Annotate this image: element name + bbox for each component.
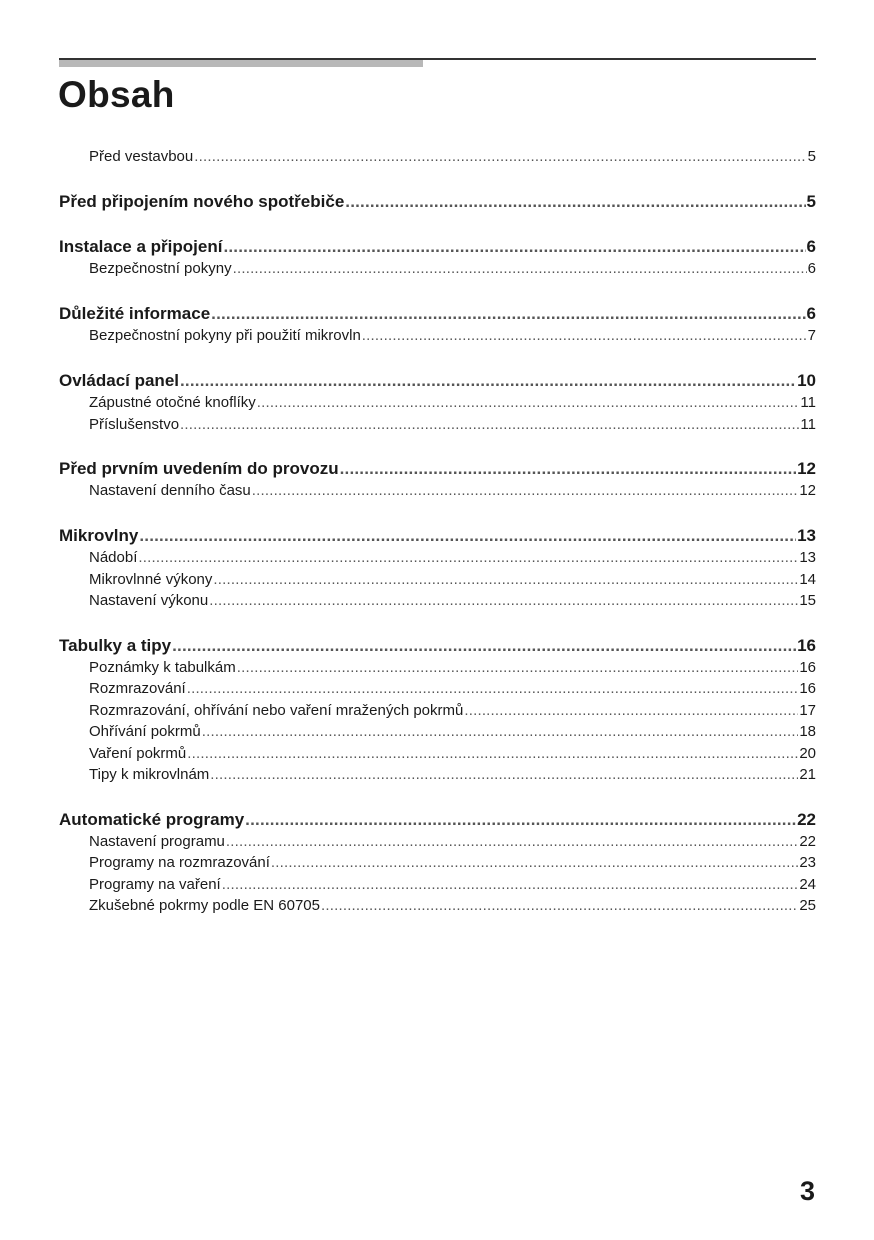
toc-entry-page: 7 [807,327,816,345]
toc-entry-page: 24 [799,875,816,893]
toc-entry-label: Ohřívání pokrmů [89,723,201,741]
toc-dot-leader [345,191,805,213]
toc-entry-page: 6 [807,260,816,278]
toc-subsection-entry[interactable] [59,258,816,279]
toc-dot-leader [213,569,798,590]
toc-section-gap [59,213,816,237]
toc-section-gap [59,280,816,304]
toc-dot-leader [187,743,798,764]
toc-entry-label: Instalace a připojení [59,237,223,257]
toc-entry-page: 12 [799,482,816,500]
toc-chapter-entry[interactable] [59,236,816,258]
toc-dot-leader [245,809,796,831]
toc-entry-page: 22 [797,809,816,829]
toc-entry-label: Mikrovlnné výkony [89,570,213,588]
toc-subsection-entry[interactable] [59,700,816,721]
toc-entry-page: 6 [806,237,816,257]
toc-subsection-entry[interactable] [59,569,816,590]
toc-dot-leader [223,236,805,258]
toc-entry-page: 16 [799,659,816,677]
toc-chapter-entry[interactable] [59,525,816,547]
toc-dot-leader [209,590,798,611]
toc-dot-leader [340,458,796,480]
toc-dot-leader [222,874,799,895]
toc-dot-leader [233,258,807,279]
toc-chapter-entry[interactable] [59,809,816,831]
toc-dot-leader [187,678,799,699]
toc-subsection-entry[interactable] [59,852,816,873]
toc-subsection-entry[interactable] [59,414,816,435]
page-number: 3 [799,1176,815,1206]
toc-dot-leader [172,635,796,657]
toc-entry-label: Poznámky k tabulkám [89,659,236,677]
toc-dot-leader [237,657,799,678]
toc-entry-page: 15 [799,592,816,610]
toc-subsection-entry[interactable] [59,895,816,916]
toc-entry-page: 16 [799,680,816,698]
toc-entry-page: 16 [797,636,816,656]
toc-entry-page: 11 [800,394,816,412]
toc-chapter-entry[interactable] [59,635,816,657]
toc-chapter-entry[interactable] [59,458,816,480]
toc-entry-label: Programy na rozmrazování [89,854,270,872]
toc-entry-label: Tabulky a tipy [59,636,172,656]
toc-dot-leader [362,325,807,346]
toc-subsection-entry[interactable] [59,657,816,678]
toc-entry-page: 18 [799,723,816,741]
page-title: Obsah [58,74,175,115]
toc-dot-leader [210,764,798,785]
toc-chapter-entry[interactable] [59,191,816,213]
toc-entry-page: 14 [799,570,816,588]
toc-entry-page: 6 [806,304,816,324]
header-rule-thin [59,58,816,60]
table-of-contents [59,146,816,916]
toc-entry-label: Vaření pokrmů [89,744,187,762]
toc-dot-leader [194,146,806,167]
toc-section-gap [59,612,816,636]
toc-subsection-entry[interactable] [59,590,816,611]
toc-entry-label: Příslušenstvo [89,415,180,433]
toc-section-gap [59,435,816,459]
toc-entry-page: 10 [797,371,816,391]
toc-dot-leader [211,303,805,325]
toc-dot-leader [139,525,796,547]
toc-subsection-entry[interactable] [59,831,816,852]
toc-entry-page: 25 [799,897,816,915]
toc-entry-label: Bezpečnostní pokyny při použití mikrovln [89,327,361,345]
toc-section-gap [59,347,816,371]
toc-entry-label: Před prvním uvedením do provozu [59,459,339,479]
toc-subsection-entry[interactable] [59,743,816,764]
toc-entry-label: Nastavení programu [89,832,225,850]
toc-entry-label: Důležité informace [59,304,211,324]
toc-section-gap [59,785,816,809]
toc-subsection-entry[interactable] [59,480,816,501]
toc-section-gap [59,167,816,191]
toc-entry-label: Programy na vaření [89,875,221,893]
toc-entry-page: 23 [799,854,816,872]
toc-entry-label: Bezpečnostní pokyny [89,260,232,278]
toc-entry-label: Nastavení výkonu [89,592,209,610]
toc-entry-page: 21 [799,765,816,783]
toc-entry-page: 5 [806,191,816,211]
toc-entry-page: 20 [799,744,816,762]
toc-dot-leader [321,895,798,916]
toc-dot-leader [464,700,798,721]
toc-entry-label: Automatické programy [59,809,245,829]
toc-entry-label: Před vestavbou [89,148,194,165]
toc-entry-label: Nádobí [89,549,138,567]
toc-subsection-entry[interactable] [59,325,816,346]
toc-entry-page: 22 [799,832,816,850]
toc-dot-leader [271,852,798,873]
toc-entry-page: 12 [797,459,816,479]
toc-entry-label: Tipy k mikrovlnám [89,765,210,783]
toc-subsection-entry[interactable] [59,764,816,785]
toc-subsection-entry[interactable] [59,146,816,167]
toc-section-gap [59,502,816,526]
toc-entry-page: 13 [799,549,816,567]
toc-chapter-entry[interactable] [59,370,816,392]
toc-dot-leader [180,414,799,435]
toc-chapter-entry[interactable] [59,303,816,325]
toc-dot-leader [252,480,799,501]
toc-entry-page: 13 [797,526,816,546]
toc-dot-leader [202,721,799,742]
toc-dot-leader [138,547,798,568]
toc-dot-leader [257,392,800,413]
toc-entry-label: Rozmrazování, ohřívání nebo vaření mražených pokrmů [89,701,464,719]
toc-entry-label: Ovládací panel [59,371,179,391]
toc-entry-page: 5 [807,148,816,165]
toc-entry-page: 11 [800,415,816,433]
toc-entry-label: Rozmrazování [89,680,186,698]
toc-subsection-entry[interactable] [59,392,816,413]
toc-entry-page: 17 [799,701,816,719]
toc-subsection-entry[interactable] [59,721,816,742]
toc-dot-leader [180,370,796,392]
toc-subsection-entry[interactable] [59,874,816,895]
toc-dot-leader [226,831,798,852]
header-rule-thick [59,59,423,67]
toc-entry-label: Zkušebné pokrmy podle EN 60705 [89,897,320,915]
toc-subsection-entry[interactable] [59,547,816,568]
toc-entry-label: Zápustné otočné knoflíky [89,394,256,412]
toc-subsection-entry[interactable] [59,678,816,699]
toc-entry-label: Před připojením nového spotřebiče [59,191,345,211]
toc-entry-label: Mikrovlny [59,526,139,546]
toc-entry-label: Nastavení denního času [89,482,251,500]
